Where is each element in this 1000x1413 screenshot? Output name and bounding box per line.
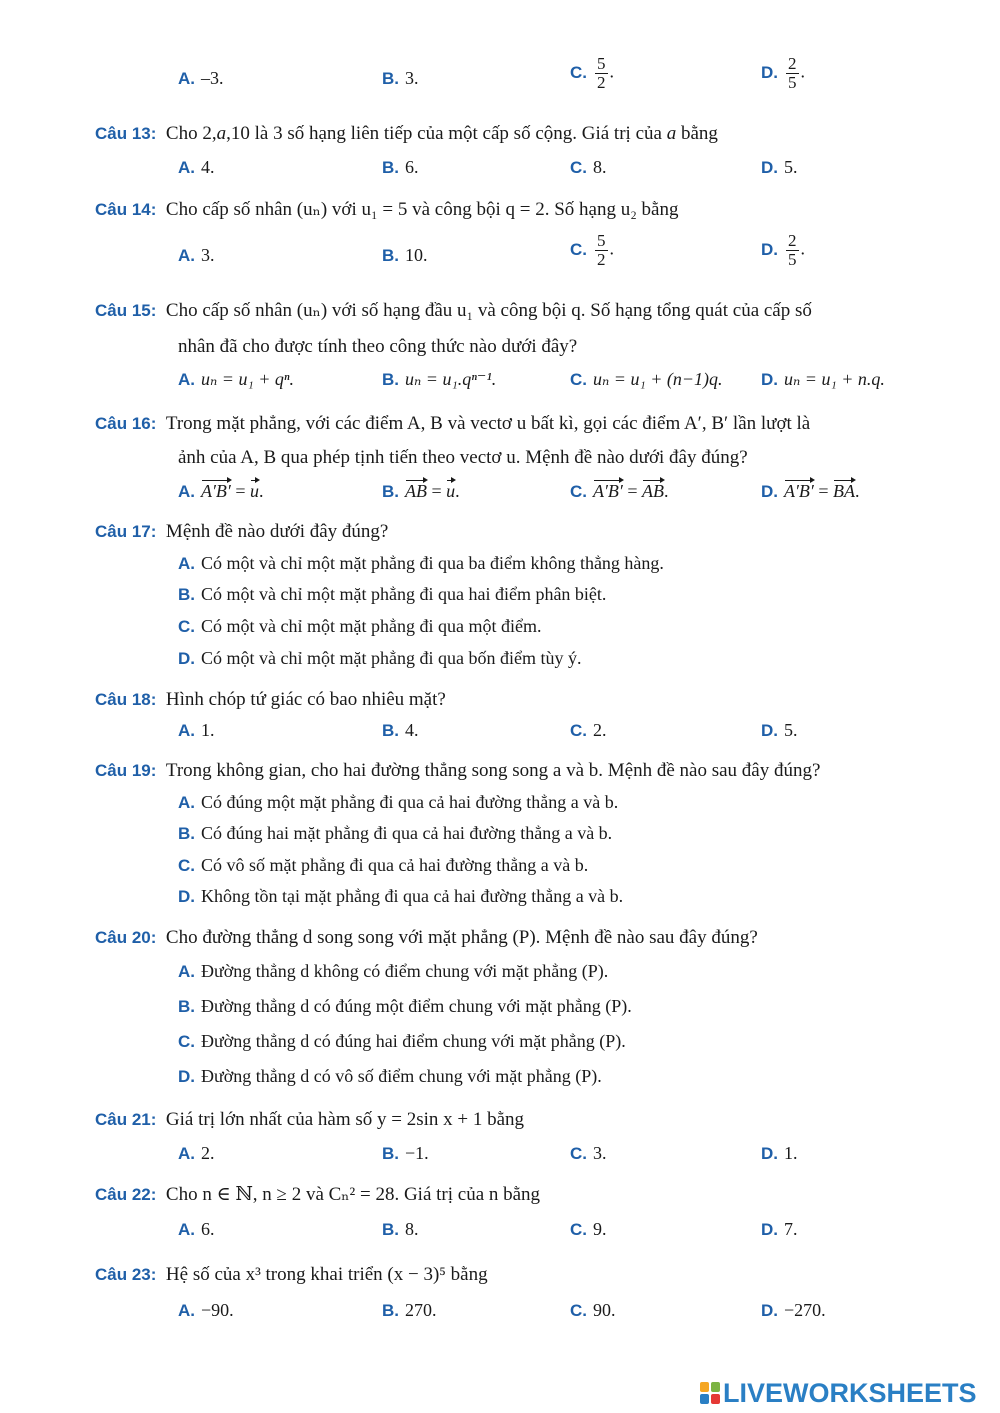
logo-square — [711, 1394, 720, 1404]
q12-option-d: D. $\frac{2}{5}$ . — [761, 54, 805, 92]
q18-option-c: C. 2. — [570, 720, 607, 740]
question-13: Câu 13: Cho 2,a,10 là 3 số hạng liên tiếp của một cấp số cộng. Giá trị của a bằng — [95, 123, 718, 144]
q16-option-c: C. A′B′ = AB. — [570, 481, 669, 501]
q22-option-c: C. 9. — [570, 1219, 607, 1239]
question-20: Câu 20: Cho đường thẳng d song song với mặt phẳng (P). Mệnh đề nào sau đây đúng? — [95, 927, 758, 948]
q18-option-b: B. 4. — [382, 720, 419, 740]
q14-option-b: B. 10. — [382, 245, 428, 265]
question-label: Câu 17: — [95, 522, 157, 541]
question-16: Câu 16: Trong mặt phẳng, với các điểm A, B và vectơ u bất kì, gọi các điểm A′, B′ lần lượt là — [95, 413, 811, 434]
q21-option-d: D. 1. — [761, 1143, 798, 1163]
fraction: $\frac{2}{5}$ — [788, 54, 797, 92]
q15-option-b: B. uₙ = u₁.qⁿ⁻¹. — [382, 369, 497, 389]
q12-option-a: A. –3. — [178, 68, 224, 88]
q15-option-c: C. uₙ = u₁ + (n−1)q. — [570, 369, 723, 389]
q22-option-b: B. 8. — [382, 1219, 419, 1239]
q14-option-c: C. $\frac{5}{2}$ . — [570, 231, 614, 269]
liveworksheets-logo-text: LIVEWORKSHEETS — [723, 1377, 977, 1408]
question-label: Câu 15: — [95, 301, 157, 320]
question-15: Câu 15: Cho cấp số nhân (uₙ) với số hạng đầu u₁ và công bội q. Số hạng tổng quát của cấp số — [95, 300, 812, 321]
question-label: Câu 18: — [95, 690, 157, 709]
question-label: Câu 14: — [95, 200, 157, 219]
q16-option-d: D. A′B′ = BA. — [761, 481, 860, 501]
q15-option-a: A. uₙ = u₁ + qⁿ. — [178, 369, 295, 389]
fraction: $\frac{5}{2}$ — [597, 54, 606, 92]
fraction: $\frac{5}{2}$ — [597, 231, 606, 269]
q19-option-a: A. Có đúng một mặt phẳng đi qua cả hai đường thẳng a và b. — [178, 792, 619, 812]
logo-square — [700, 1394, 709, 1404]
q23-option-a: A. −90. — [178, 1300, 234, 1320]
fraction: $\frac{2}{5}$ — [788, 231, 797, 269]
q21-option-c: C. 3. — [570, 1143, 607, 1163]
q13-option-a: A. 4. — [178, 157, 215, 177]
question-14: Câu 14: Cho cấp số nhân (uₙ) với u₁ = 5 và công bội q = 2. Số hạng u₂ bằng — [95, 199, 679, 220]
q12-option-b: B. 3. — [382, 68, 419, 88]
q18-option-a: A. 1. — [178, 720, 215, 740]
q14-option-a: A. 3. — [178, 245, 215, 265]
q20-option-b: B. Đường thẳng d có đúng một điểm chung với mặt phẳng (P). — [178, 996, 632, 1016]
question-18: Câu 18: Hình chóp tứ giác có bao nhiêu mặt? — [95, 689, 446, 710]
q21-option-a: A. 2. — [178, 1143, 215, 1163]
logo-square — [700, 1382, 709, 1392]
q19-option-c: C. Có vô số mặt phẳng đi qua cả hai đường thẳng a và b. — [178, 855, 589, 875]
q20-option-a: A. Đường thẳng d không có điểm chung với mặt phẳng (P). — [178, 961, 609, 981]
q23-option-c: C. 90. — [570, 1300, 616, 1320]
q17-option-a: A. Có một và chỉ một mặt phẳng đi qua ba điểm không thẳng hàng. — [178, 553, 664, 573]
q20-option-d: D. Đường thẳng d có vô số điểm chung với mặt phẳng (P). — [178, 1066, 602, 1086]
q20-option-c: C. Đường thẳng d có đúng hai điểm chung với mặt phẳng (P). — [178, 1031, 626, 1051]
q17-option-c: C. Có một và chỉ một mặt phẳng đi qua một điểm. — [178, 616, 542, 636]
q16-option-b: B. AB = u. — [382, 481, 460, 501]
question-19: Câu 19: Trong không gian, cho hai đường thẳng song song a và b. Mệnh đề nào sau đây đúng? — [95, 760, 821, 781]
question-label: Câu 13: — [95, 124, 157, 143]
q21-option-b: B. −1. — [382, 1143, 429, 1163]
q13-option-c: C. 8. — [570, 157, 607, 177]
question-label: Câu 16: — [95, 414, 157, 433]
q19-option-b: B. Có đúng hai mặt phẳng đi qua cả hai đường thẳng a và b. — [178, 823, 613, 843]
question-16-line-2: ảnh của A, B qua phép tịnh tiến theo vectơ u. Mệnh đề nào dưới đây đúng? — [178, 447, 748, 468]
q18-option-d: D. 5. — [761, 720, 798, 740]
q22-option-d: D. 7. — [761, 1219, 798, 1239]
question-15-line-2: nhân đã cho được tính theo công thức nào dưới đây? — [178, 336, 578, 357]
logo-square — [711, 1382, 720, 1392]
q16-option-a: A. A′B′ = u. — [178, 481, 264, 501]
q19-option-d: D. Không tồn tại mặt phẳng đi qua cả hai đường thẳng a và b. — [178, 886, 624, 906]
q12-option-c: C. $\frac{5}{2}$ . — [570, 54, 614, 92]
q17-option-d: D. Có một và chỉ một mặt phẳng đi qua bốn điểm tùy ý. — [178, 648, 582, 668]
question-label: Câu 22: — [95, 1185, 157, 1204]
liveworksheets-logo — [700, 1378, 977, 1408]
question-22: Câu 22: Cho n ∈ ℕ, n ≥ 2 và Cₙ² = 28. Giá trị của n bằng — [95, 1184, 541, 1205]
liveworksheets-logo-icon — [700, 1382, 720, 1404]
question-23: Câu 23: Hệ số của x³ trong khai triển (x − 3)⁵ bằng — [95, 1264, 488, 1285]
q14-option-d: D. $\frac{2}{5}$ . — [761, 231, 805, 269]
question-21: Câu 21: Giá trị lớn nhất của hàm số y = 2sin x + 1 bằng — [95, 1109, 525, 1130]
q17-option-b: B. Có một và chỉ một mặt phẳng đi qua hai điểm phân biệt. — [178, 584, 607, 604]
q13-option-d: D. 5. — [761, 157, 798, 177]
q23-option-b: B. 270. — [382, 1300, 437, 1320]
question-label: Câu 20: — [95, 928, 157, 947]
q13-option-b: B. 6. — [382, 157, 419, 177]
question-label: Câu 19: — [95, 761, 157, 780]
question-17: Câu 17: Mệnh đề nào dưới đây đúng? — [95, 521, 389, 542]
q22-option-a: A. 6. — [178, 1219, 215, 1239]
q23-option-d: D. −270. — [761, 1300, 826, 1320]
question-label: Câu 23: — [95, 1265, 157, 1284]
question-label: Câu 21: — [95, 1110, 157, 1129]
q15-option-d: D. uₙ = u₁ + n.q. — [761, 369, 885, 389]
